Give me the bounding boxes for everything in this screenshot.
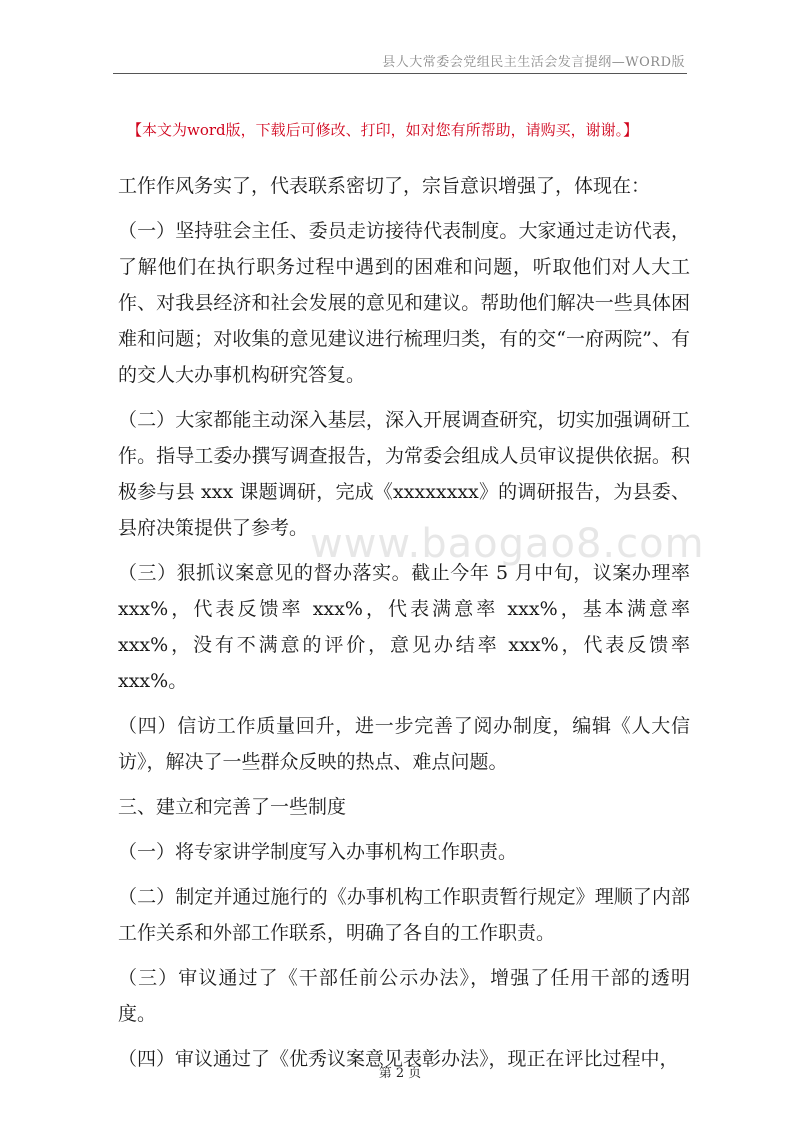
paragraph-rule-1: （一）将专家讲学制度写入办事机构工作职责。 xyxy=(118,841,518,863)
header-title: 县人大常委会党组民主生活会发言提纲—WORD版 xyxy=(382,55,685,70)
paragraph-item-3: （三）狠抓议案意见的督办落实。截止今年 5 月中旬，议案办理率 xxx%，代表反馈率 xxx%，代表满意率 xxx%，基本满意率 xxx%，没有不满意的评价，意见办结率 xxx%，代表反馈率 xxx%。 xyxy=(118,562,690,692)
paragraph-rule-3: （三）审议通过了《干部任前公示办法》，增强了任用干部的透明度。 xyxy=(118,967,690,1025)
download-notice: 【本文为word版，下载后可修改、打印，如对您有所帮助，请购买，谢谢。】 xyxy=(127,121,639,139)
paragraph-item-4: （四）信访工作质量回升，进一步完善了阅办制度，编辑《人大信访》，解决了一些群众反映的热点、难点问题。 xyxy=(118,715,690,773)
header-divider xyxy=(113,73,687,74)
watermark: www.baogao8.com xyxy=(310,521,705,567)
page-number: 第 2 页 xyxy=(378,1066,422,1081)
section-heading: 三、建立和完善了一些制度 xyxy=(118,796,347,818)
paragraph-rule-4: （四）审议通过了《优秀议案意见表彰办法》，现正在评比过程中， xyxy=(118,1048,679,1070)
document-body xyxy=(118,168,690,1086)
paragraph-item-2: （二）大家都能主动深入基层，深入开展调查研究，切实加强调研工作。指导工委办撰写调查报告，为常委会组成人员审议提供依据。积极参与县 xxx 课题调研，完成《xxxxxxxx》的调研报告，为县委、县府决策提供了参考。 xyxy=(118,409,690,539)
paragraph-item-1: （一）坚持驻会主任、委员走访接待代表制度。大家通过走访代表，了解他们在执行职务过程中遇到的困难和问题，听取他们对人大工作、对我县经济和社会发展的意见和建议。帮助他们解决一些具体困难和问题；对收集的意见建议进行梳理归类，有的交“一府两院”、有的交人大办事机构研究答复。 xyxy=(118,220,690,386)
paragraph-intro: 工作作风务实了，代表联系密切了，宗旨意识增强了，体现在： xyxy=(118,175,651,197)
paragraph-rule-2: （二）制定并通过施行的《办事机构工作职责暂行规定》理顺了内部工作关系和外部工作联系，明确了各自的工作职责。 xyxy=(118,886,690,944)
